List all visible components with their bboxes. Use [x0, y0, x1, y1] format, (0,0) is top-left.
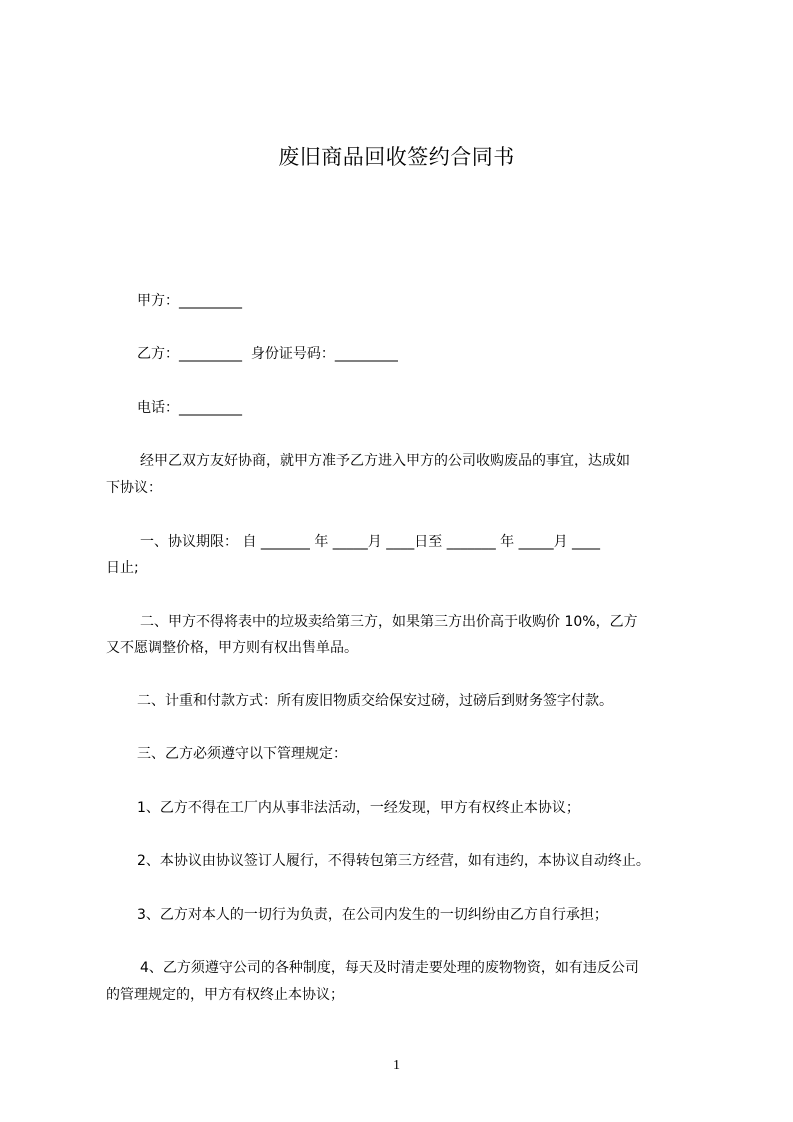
- document-title: 废旧商品回收签约合同书: [278, 145, 515, 169]
- intro-paragraph-line-1: 经甲乙双方友好协商，就甲方准予乙方进入甲方的公司收购废品的事宜，达成如: [140, 453, 630, 469]
- rule-4-line-1: 4、乙方须遵守公司的各种制度，每天及时清走要处理的废物物资，如有违反公司: [140, 960, 639, 976]
- payment-clause: 二、计重和付款方式：所有废旧物质交给保安过磅，过磅后到财务签字付款。: [137, 693, 613, 709]
- phone-field: 电话：_________: [137, 400, 242, 416]
- rule-3: 3、乙方对本人的一切行为负责，在公司内发生的一切纠纷由乙方自行承担；: [137, 907, 608, 923]
- party-b-field: 乙方：_________ 身份证号码：_________: [137, 346, 398, 362]
- rule-2: 2、本协议由协议签订人履行，不得转包第三方经营，如有违约，本协议自动终止。: [137, 853, 650, 869]
- page-number: 1: [393, 1058, 400, 1073]
- rule-4-line-2: 的管理规定的，甲方有权终止本协议；: [106, 987, 344, 1003]
- intro-paragraph-line-2: 下协议：: [106, 480, 162, 496]
- term-clause-line-1: 一、协议期限： 自 _______ 年 _____月 ____日至 _______ 年 _____月 ____: [140, 534, 601, 550]
- resale-clause-line-2: 又不愿调整价格，甲方则有权出售单品。: [106, 640, 358, 656]
- rule-1: 1、乙方不得在工厂内从事非法活动，一经发现，甲方有权终止本协议；: [137, 800, 580, 816]
- rules-heading: 三、乙方必须遵守以下管理规定：: [137, 746, 347, 762]
- resale-clause-line-1: 二、甲方不得将表中的垃圾卖给第三方，如果第三方出价高于收购价 10%，乙方: [140, 614, 638, 630]
- party-a-field: 甲方：_________: [137, 293, 242, 309]
- term-clause-line-2: 日止;: [106, 560, 139, 576]
